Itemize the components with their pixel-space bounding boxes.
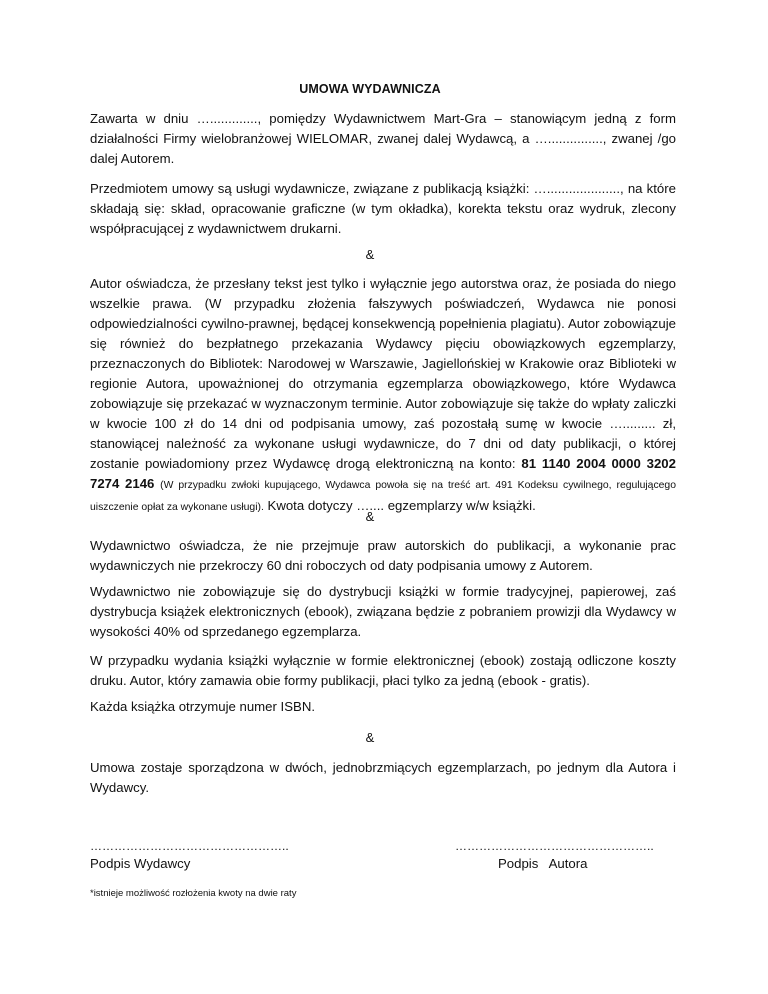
document-title: UMOWA WYDAWNICZA xyxy=(299,82,441,96)
author-declaration-text: Autor oświadcza, że przesłany tekst jest tylko i wyłącznie jego autorstwa oraz, że posiada do niego wszelkie prawa. (W przypadku złożenia fałszywych poświadczeń, Wydawca nie ponosi odpowiedzialności cywilno-prawnej, będącej konsekwencją popełnienia plagiatu). Autor zobowiązuje się również do bezpłatnego przekazania Wydawcy pięciu obowiązkowych egzemplarzy, przeznaczonych do Bibliotek: Narodowej w Warszawie, Jagiellońskiej w Krakowie oraz Biblioteki w regionie Autora, upoważnionej do otrzymania egzemplarza obowiązkowego, które Wydawca zobowiązuje się przekazać w wyznaczonym terminie. Autor zobowiązuje się także do wpłaty zaliczki w kwocie 100 zł do 14 dni od podpisania umowy, zaś pozostałą sumę w kwocie …......... zł, stanowiącej należność za wykonane usługi wydawnicze, do 7 dni od daty publikacji, o której zostanie powiadomiony przez Wydawcę drogą elektroniczną na konto: xyxy=(90,276,676,471)
section-separator: & xyxy=(365,730,375,745)
publisher-declaration-paragraph: Wydawnictwo oświadcza, że nie przejmuje praw autorskich do publikacji, a wykonanie prac wydawniczych nie przekroczy 60 dni roboczych od daty podpisania umowy z Autorem. xyxy=(90,538,676,573)
section-separator: & xyxy=(365,247,375,262)
publisher-signature-line: ………………………………………….. xyxy=(90,839,289,853)
intro-paragraph: Zawarta w dniu …............., pomiędzy Wydawnictwem Mart-Gra – stanowiącym jedną z form działalności Firmy wielobranżowej WIELOMAR, zwanej dalej Wydawcą, a …..............., zwanej /go dalej Autorem. xyxy=(90,111,676,166)
publisher-signature-label: Podpis Wydawcy xyxy=(90,856,191,871)
distribution-paragraph: Wydawnictwo nie zobowiązuje się do dystrybucji książki w formie tradycyjnej, papierowej, zaś dystrybucja książek elektronicznych (ebook), związana będzie z pobraniem prowizji dla Wydawcy w wysokości 40% od sprzedanego egzemplarza. xyxy=(90,584,676,639)
author-declaration-paragraph xyxy=(90,274,676,518)
section-separator: & xyxy=(365,509,375,524)
footnote: *istnieje możliwość rozłożenia kwoty na dwie raty xyxy=(90,888,297,899)
late-payment-note: (W przypadku zwłoki kupującego, Wydawca powoła się na treść art. 491 Kodeksu cywilnego, regulującego uiszczenie opłat za wykonane usługi). xyxy=(90,480,676,513)
copies-paragraph: Umowa zostaje sporządzona w dwóch, jednobrzmiących egzemplarzach, po jednym dla Autora i Wydawcy. xyxy=(90,760,676,795)
isbn-paragraph: Każda książka otrzymuje numer ISBN. xyxy=(90,699,316,714)
copies-count-text: Kwota dotyczy ….... egzemplarzy w/w książki. xyxy=(263,498,536,513)
bank-account-number: 81 1140 2004 0000 3202 7274 2146 xyxy=(90,456,676,491)
author-signature-label: Podpis Autora xyxy=(498,856,588,871)
subject-paragraph: Przedmiotem umowy są usługi wydawnicze, związane z publikacją książki: …...................., na które składają się: skład, opracowanie graficzne (w tym okładka), korekta tekstu oraz wydruk, zlecony współpracującej z wydawnictwem drukarni. xyxy=(90,181,676,236)
author-signature-line: ………………………………………….. xyxy=(455,839,654,853)
ebook-paragraph: W przypadku wydania książki wyłącznie w formie elektronicznej (ebook) zostają odliczone koszty druku. Autor, który zamawia obie formy publikacji, płaci tylko za jedną (ebook - gratis). xyxy=(90,653,676,688)
